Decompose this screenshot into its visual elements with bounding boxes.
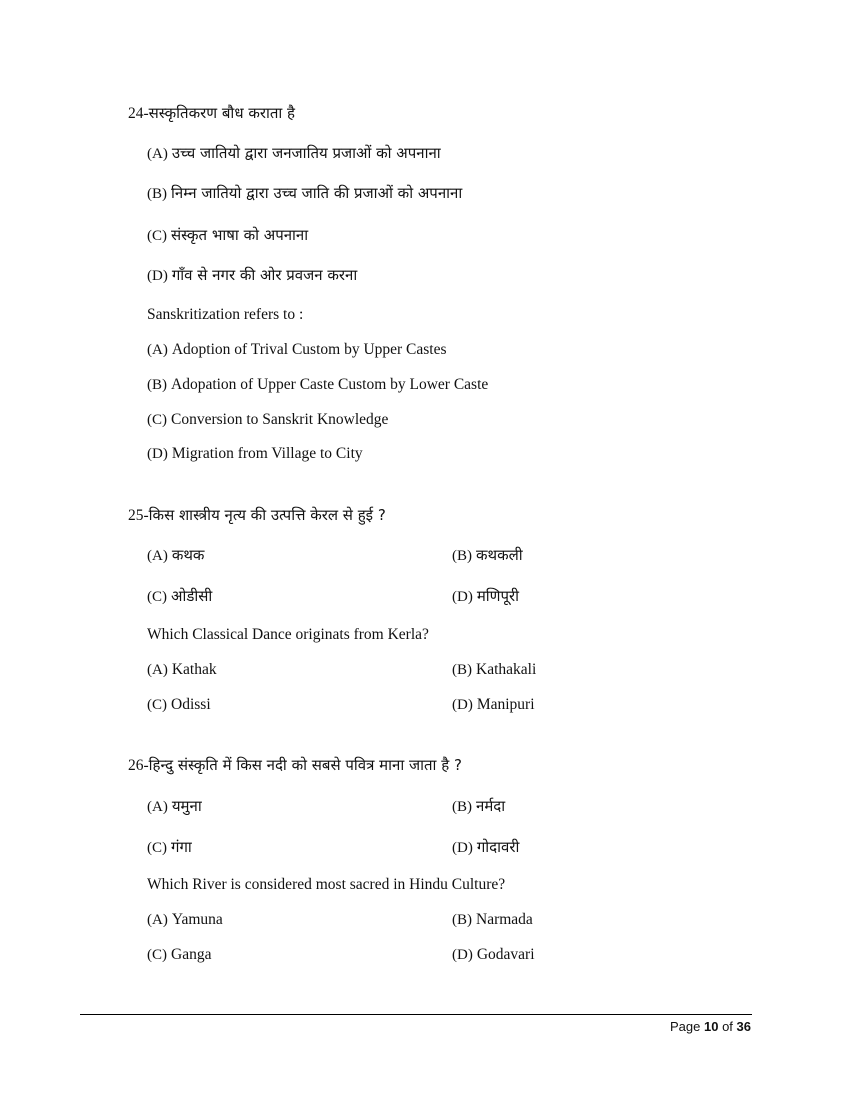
- question-26-english: Which River is considered most sacred in Hindu Culture?: [147, 876, 506, 893]
- question-24-english: Sanskritization refers to :: [147, 306, 304, 323]
- option-hindi: (D) मणिपूरी: [452, 587, 520, 605]
- question-26-hindi: [128, 755, 462, 775]
- option-hindi: (D) गोदावरी: [452, 838, 520, 856]
- option-english: (D) Migration from Village to City: [147, 445, 363, 462]
- question-number: 25-: [128, 507, 149, 524]
- option-hindi: (B) नर्मदा: [452, 797, 506, 815]
- of-word: of: [722, 1019, 733, 1034]
- option-hindi: (C) ओडीसी: [147, 587, 213, 605]
- option-hindi: (A) कथक: [147, 546, 205, 564]
- option-english: (C) Ganga: [147, 946, 212, 963]
- page-number: [670, 1019, 751, 1034]
- question-24-hindi: [128, 103, 295, 123]
- question-text-hindi: हिन्दु संस्कृति में किस नदी को सबसे पवित्र माना जाता है ?: [148, 756, 462, 774]
- question-text-hindi: किस शास्त्रीय नृत्य की उत्पत्ति केरल से हुई ?: [148, 506, 386, 524]
- option-english: (B) Adopation of Upper Caste Custom by Lower Caste: [147, 376, 489, 393]
- option-hindi: (C) गंगा: [147, 838, 192, 856]
- option-hindi: (B) कथकली: [452, 546, 523, 564]
- option-english: (A) Adoption of Trival Custom by Upper Castes: [147, 341, 447, 358]
- option-hindi: (A) यमुना: [147, 797, 202, 815]
- option-english: (D) Godavari: [452, 946, 535, 963]
- option-english: (B) Narmada: [452, 911, 533, 928]
- current-page: 10: [703, 1019, 719, 1034]
- option-hindi: (C) संस्कृत भाषा को अपनाना: [147, 226, 309, 244]
- option-english: (D) Manipuri: [452, 696, 535, 713]
- question-number: 24-: [128, 105, 149, 122]
- option-english: (B) Kathakali: [452, 661, 537, 678]
- question-number: 26-: [128, 757, 149, 774]
- total-pages: 36: [736, 1019, 751, 1034]
- option-hindi: (A) उच्च जातियो द्वारा जनजातिय प्रजाओं को अपनाना: [147, 144, 441, 162]
- question-25-english: Which Classical Dance originats from Kerla?: [147, 626, 429, 643]
- question-25-hindi: [128, 505, 386, 525]
- option-english: (C) Odissi: [147, 696, 211, 713]
- option-english: (A) Yamuna: [147, 911, 223, 928]
- question-text-hindi: सस्कृतिकरण बौध कराता है: [148, 104, 296, 122]
- option-hindi: (D) गाँव से नगर की ओर प्रवजन करना: [147, 266, 358, 284]
- page-word: Page: [669, 1019, 701, 1034]
- footer-divider: [80, 1014, 752, 1015]
- option-english: (C) Conversion to Sanskrit Knowledge: [147, 411, 389, 428]
- option-hindi: (B) निम्न जातियो द्वारा उच्च जाति की प्रजाओं को अपनाना: [147, 184, 463, 202]
- option-english: (A) Kathak: [147, 661, 217, 678]
